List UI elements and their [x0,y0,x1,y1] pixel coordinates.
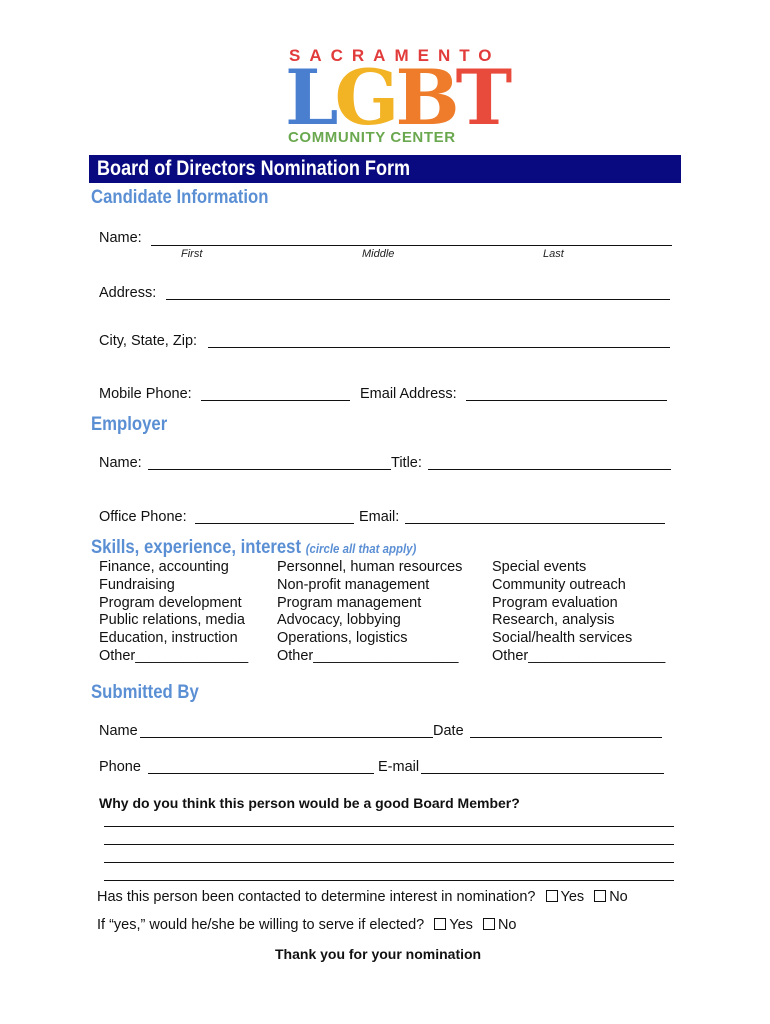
logo-letter-l: L [285,53,335,142]
skills-column-2 [277,559,462,666]
mobile-phone-field[interactable] [201,400,350,401]
skill-option[interactable]: Program management [277,594,422,611]
submitter-name-field[interactable] [140,737,433,738]
skill-option[interactable]: Special events [492,559,587,575]
last-name-sublabel: Last [543,248,564,260]
mobile-phone-label: Mobile Phone: [99,386,192,402]
office-phone-label: Office Phone: [99,509,187,525]
serve-question-row [97,917,517,933]
employer-name-field[interactable] [148,469,391,470]
skills-note: (circle all that apply) [305,541,417,556]
contacted-yes-label: Yes [560,889,585,905]
first-name-sublabel: First [181,248,203,260]
submit-date-label: Date [433,723,464,739]
skill-option[interactable]: Personnel, human resources [277,559,463,575]
office-phone-field[interactable] [195,523,354,524]
serve-no-label: No [497,917,517,933]
serve-question: If “yes,” would he/she be willing to serve if elected? [97,917,425,933]
contacted-no-label: No [609,889,628,905]
answer-line[interactable] [104,826,674,827]
contacted-question: Has this person been contacted to determine interest in nomination? [97,889,536,905]
skill-option[interactable]: Fundraising [99,576,175,593]
logo-letter-t: T [455,53,509,142]
submitter-phone-field[interactable] [148,773,374,774]
answer-line[interactable] [104,880,674,881]
submitted-by-heading: Submitted By [91,682,199,703]
candidate-heading: Candidate Information [91,187,269,208]
submit-date-field[interactable] [470,737,662,738]
skills-column-3 [492,559,665,666]
answer-line[interactable] [104,862,674,863]
employer-heading: Employer [91,414,168,435]
skills-column-1 [99,559,248,666]
skill-option[interactable]: Research, analysis [492,612,615,629]
skill-option-other[interactable]: Other______________ [99,647,249,664]
city-state-zip-field[interactable] [208,347,670,348]
thank-you-text: Thank you for your nomination [275,946,482,962]
employer-email-field[interactable] [405,523,665,524]
serve-yes-label: Yes [449,917,473,933]
address-field[interactable] [166,299,670,300]
contacted-yes-checkbox[interactable] [546,890,558,902]
email-address-label: Email Address: [360,386,457,402]
logo-community-center: COMMUNITY CENTER [288,129,456,146]
skill-option[interactable]: Community outreach [492,576,626,593]
candidate-name-label: Name: [99,230,142,246]
logo-letter-g: G [334,53,396,142]
employer-title-label: Title: [391,455,422,471]
submitter-phone-label: Phone [99,759,141,775]
employer-email-label: Email: [359,509,400,525]
form-title: Board of Directors Nomination Form [97,157,411,180]
skill-option[interactable]: Education, instruction [99,630,238,647]
answer-line[interactable] [104,844,674,845]
skill-option[interactable]: Finance, accounting [99,559,229,575]
contacted-question-row [97,889,628,905]
skill-option[interactable]: Advocacy, lobbying [277,612,401,629]
submitter-name-label: Name [99,723,138,739]
submitter-email-field[interactable] [421,773,664,774]
logo-letter-b: B [395,53,456,142]
contacted-no-checkbox[interactable] [594,890,606,902]
employer-name-label: Name: [99,455,142,471]
address-label: Address: [99,285,157,301]
logo-sacramento: SACRAMENTO [289,46,501,65]
employer-title-field[interactable] [428,469,671,470]
email-address-field[interactable] [466,400,667,401]
form-title-bar [89,155,681,183]
serve-no-checkbox[interactable] [483,918,495,930]
skill-option[interactable]: Non-profit management [277,576,430,593]
skills-heading [91,537,416,559]
skill-option[interactable]: Public relations, media [99,612,245,629]
skill-option[interactable]: Program development [99,594,242,611]
skill-option-other[interactable]: Other_________________ [492,647,666,664]
serve-yes-checkbox[interactable] [434,918,446,930]
submitter-email-label: E-mail [378,759,420,775]
logo [285,46,509,150]
skill-option[interactable]: Social/health services [492,630,633,647]
board-member-question: Why do you think this person would be a good Board Member? [99,795,520,811]
skills-heading-text: Skills, experience, interest [91,537,302,558]
candidate-name-field[interactable] [151,245,672,246]
skill-option[interactable]: Operations, logistics [277,630,408,647]
city-state-zip-label: City, State, Zip: [99,333,198,349]
middle-name-sublabel: Middle [362,248,395,260]
skill-option-other[interactable]: Other__________________ [277,647,459,664]
skill-option[interactable]: Program evaluation [492,594,618,611]
